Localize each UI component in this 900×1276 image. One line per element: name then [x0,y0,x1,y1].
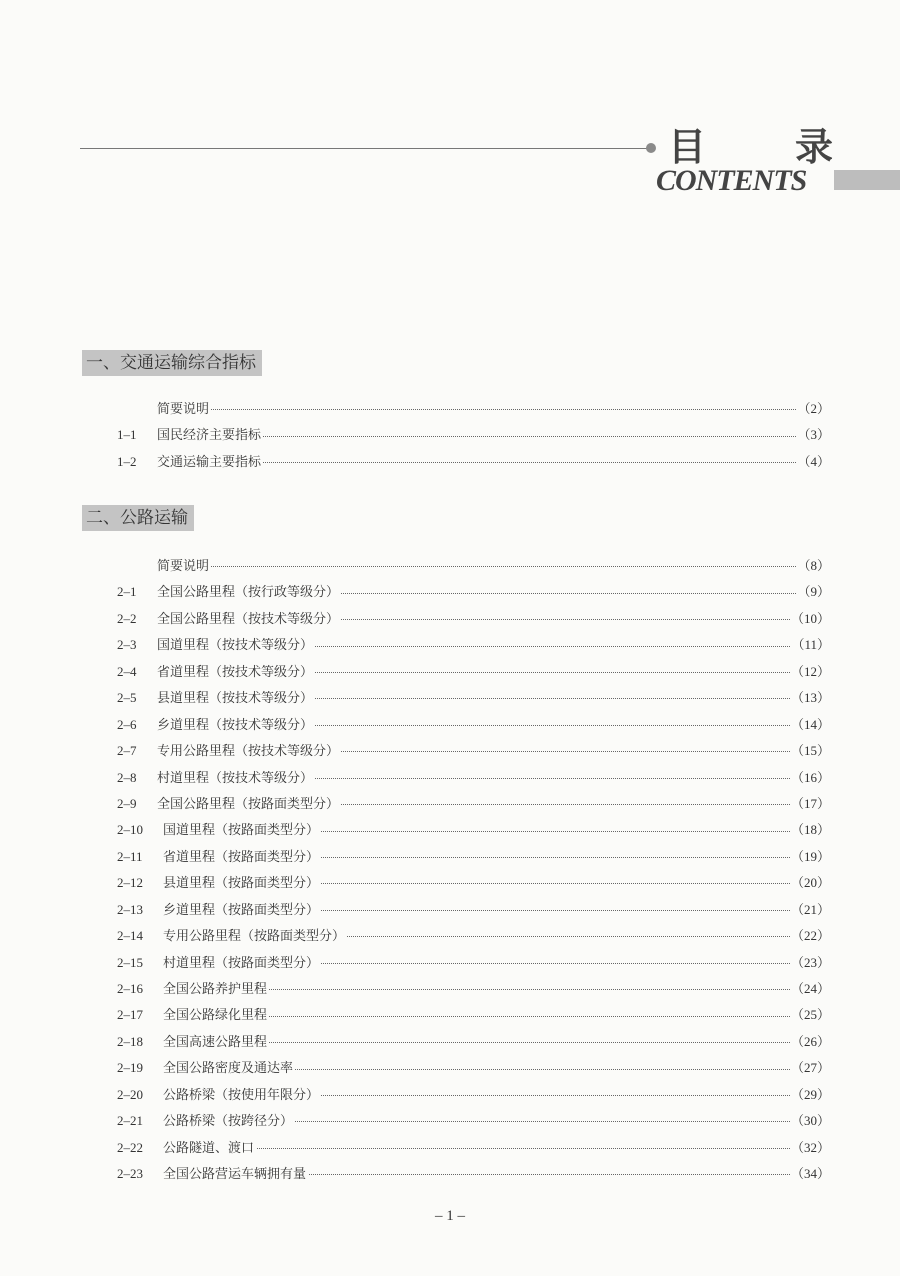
entry-title: 简要说明 [157,553,211,579]
entry-page: （18） [791,817,830,843]
entry-title: 乡道里程（按技术等级分） [157,712,315,738]
page-title-cn [668,116,833,171]
leader-dots [157,566,804,567]
entry-page: （13） [791,685,830,711]
entry-page: （17） [791,791,830,817]
entry-title: 村道里程（按技术等级分） [157,765,315,791]
toc-entry[interactable] [0,422,900,448]
entry-page: （4） [797,449,830,475]
toc-entry[interactable] [0,791,900,817]
entry-title: 公路桥梁（按使用年限分） [163,1082,321,1108]
entry-title: 专用公路里程（按技术等级分） [157,738,341,764]
leader-dots [157,409,804,410]
entry-page: （2） [797,396,830,422]
entry-title: 乡道里程（按路面类型分） [163,897,321,923]
entry-number: 2–7 [117,743,137,759]
entry-title: 全国公路里程（按行政等级分） [157,579,341,605]
toc-entry[interactable] [0,449,900,475]
page-title-en: CONTENTS [656,164,807,197]
entry-number: 2–11 [117,848,143,864]
leader-dots [163,1148,804,1149]
toc-entry[interactable] [0,897,900,923]
toc-entry[interactable] [0,738,900,764]
entry-title: 全国高速公路里程 [163,1029,269,1055]
entry-title: 省道里程（按路面类型分） [163,844,321,870]
entry-page: （21） [791,897,830,923]
entry-page: （11） [791,632,830,658]
entry-page: （23） [791,950,830,976]
entry-number: 2–2 [117,610,137,626]
entry-page: （19） [791,844,830,870]
entry-number: 2–17 [117,1007,143,1023]
page-number: – 1 – [435,1208,465,1224]
entry-number: 2–21 [117,1113,143,1129]
entry-number: 2–10 [117,822,143,838]
entry-title: 国道里程（按技术等级分） [157,632,315,658]
entry-number: 2–18 [117,1033,143,1049]
entry-title: 全国公路营运车辆拥有量 [163,1161,308,1187]
entry-page: （22） [791,923,830,949]
entry-page: （30） [791,1108,830,1134]
entry-page: （34） [791,1161,830,1187]
entry-title: 全国公路绿化里程 [163,1002,269,1028]
entry-page: （24） [791,976,830,1002]
toc-entry[interactable] [0,950,900,976]
entry-number: 2–15 [117,954,143,970]
entry-title: 公路隧道、渡口 [163,1135,256,1161]
entry-title: 全国公路养护里程 [163,976,269,1002]
entry-number: 1–1 [117,427,137,443]
toc-entry[interactable] [0,923,900,949]
toc-entry[interactable] [0,1029,900,1055]
entry-title: 专用公路里程（按路面类型分） [163,923,347,949]
entry-number: 2–19 [117,1060,143,1076]
entry-page: （15） [791,738,830,764]
entry-title: 县道里程（按技术等级分） [157,685,315,711]
title-char: 录 [794,124,833,169]
toc-entry[interactable] [0,1082,900,1108]
entry-number: 1–2 [117,453,137,469]
entry-page: （10） [791,606,830,632]
section-heading-1: 一、交通运输综合指标 [82,350,262,376]
entry-title: 县道里程（按路面类型分） [163,870,321,896]
entry-number: 2–23 [117,1166,143,1182]
header-gray-bar [834,170,900,190]
entry-number: 2–16 [117,981,143,996]
entry-page: （12） [791,659,830,685]
toc-entry[interactable] [0,632,900,658]
toc-entry[interactable] [0,976,900,1002]
entry-number: 2–20 [117,1086,143,1102]
entry-title: 简要说明 [157,396,211,422]
toc-entry[interactable] [0,765,900,791]
entry-page: （3） [797,422,830,448]
entry-number: 2–6 [117,716,137,732]
toc-entry[interactable] [0,606,900,632]
toc-entry[interactable] [0,553,900,579]
toc-entry[interactable] [0,712,900,738]
header-bullet-icon [646,143,656,153]
section-heading-2: 二、公路运输 [82,505,194,531]
toc-list-1 [0,396,900,475]
entry-title: 村道里程（按路面类型分） [163,950,321,976]
toc-entry[interactable] [0,659,900,685]
entry-page: （14） [791,712,830,738]
toc-entry[interactable] [0,1055,900,1081]
entry-title: 全国公路密度及通达率 [163,1055,295,1081]
entry-number: 2–14 [117,928,143,944]
entry-number: 2–5 [117,690,137,706]
entry-number: 2–8 [117,769,137,785]
toc-entry[interactable] [0,396,900,422]
entry-number: 2–4 [117,663,137,679]
entry-title: 公路桥梁（按跨径分） [163,1108,295,1134]
toc-entry[interactable] [0,1135,900,1161]
entry-title: 交通运输主要指标 [157,449,263,475]
entry-number: 2–12 [117,875,143,891]
header-rule [80,148,650,149]
entry-title: 全国公路里程（按技术等级分） [157,606,341,632]
entry-page: （20） [791,870,830,896]
toc-list-2 [0,553,900,1188]
entry-page: （16） [791,765,830,791]
toc-entry[interactable] [0,817,900,843]
toc-entry[interactable] [0,1161,900,1187]
entry-number: 2–9 [117,795,137,811]
entry-title: 全国公路里程（按路面类型分） [157,791,341,817]
toc-entry[interactable] [0,1002,900,1028]
entry-page: （8） [797,553,830,579]
entry-page: （9） [797,579,830,605]
entry-page: （26） [791,1029,830,1055]
entry-number: 2–13 [117,901,143,917]
toc-entry[interactable] [0,685,900,711]
entry-page: （27） [791,1055,830,1081]
toc-entry[interactable] [0,1108,900,1134]
entry-page: （29） [791,1082,830,1108]
entry-page: （25） [791,1002,830,1028]
entry-page: （32） [791,1135,830,1161]
entry-number: 2–22 [117,1139,143,1155]
entry-title: 省道里程（按技术等级分） [157,659,315,685]
toc-entry[interactable] [0,844,900,870]
toc-entry[interactable] [0,579,900,605]
toc-entry[interactable] [0,870,900,896]
entry-number: 2–3 [117,637,137,653]
entry-number: 2–1 [117,584,137,600]
entry-title: 国道里程（按路面类型分） [163,817,321,843]
title-char: 目 [668,124,707,169]
entry-title: 国民经济主要指标 [157,422,263,448]
